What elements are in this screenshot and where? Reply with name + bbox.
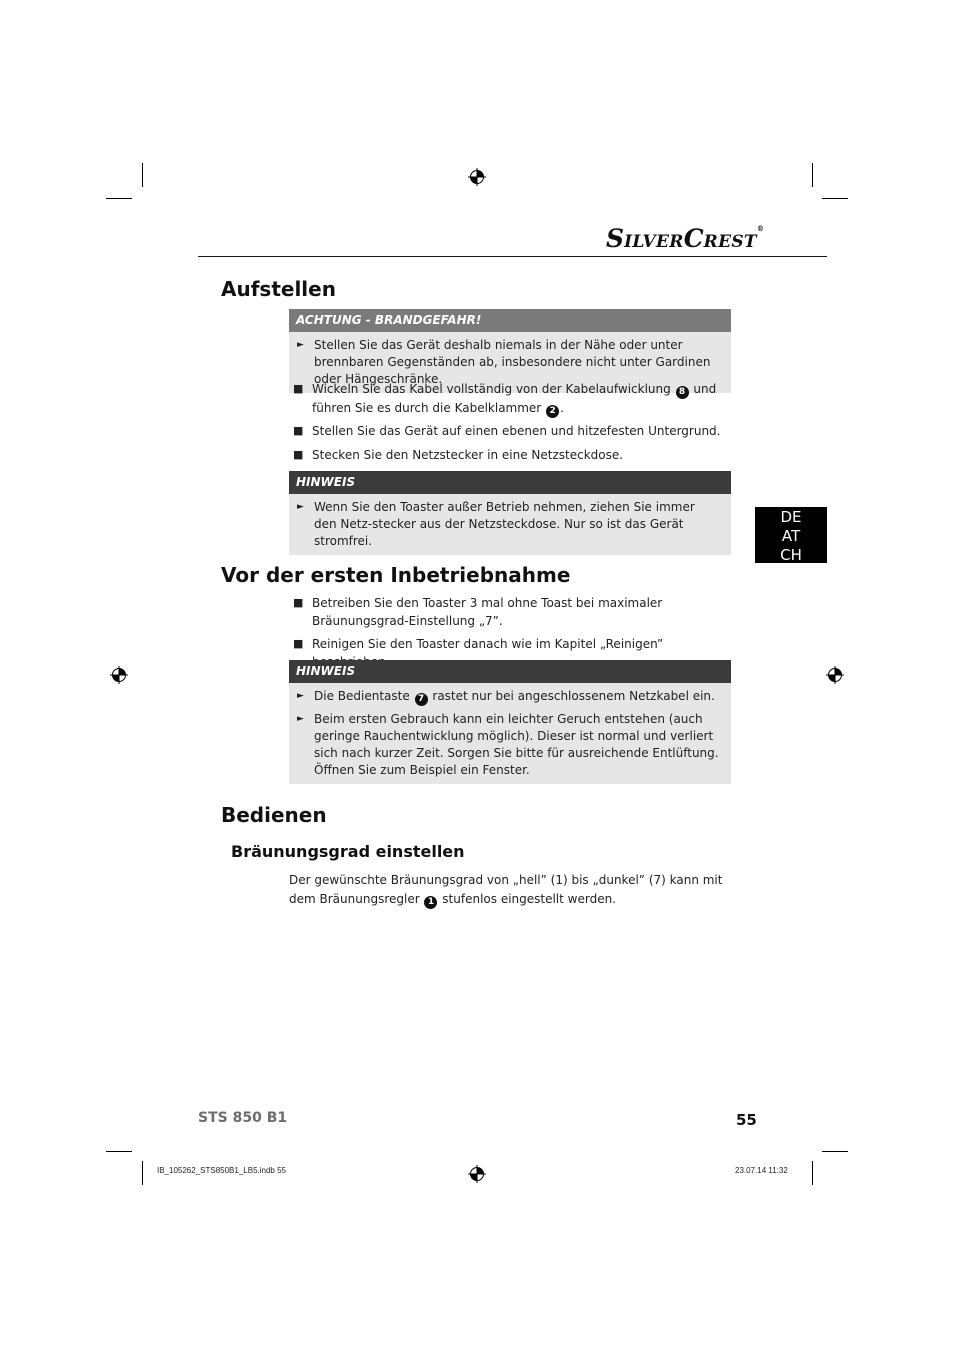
crop-mark: [822, 198, 848, 199]
crop-mark: [822, 1151, 848, 1152]
list-item: [293, 422, 733, 440]
registration-mark-icon: [110, 666, 128, 684]
step-text: Stellen Sie das Gerät auf einen ebenen und hitzefesten Untergrund.: [312, 424, 721, 438]
crop-mark: [142, 163, 143, 187]
square-icon: ■: [293, 382, 304, 395]
crop-mark: [106, 1151, 132, 1152]
part-number-badge: 7: [415, 693, 428, 706]
language-code: CH: [780, 546, 802, 564]
square-icon: ■: [293, 424, 304, 437]
step-text: Betreiben Sie den Toaster 3 mal ohne Toast bei maximaler Bräunungsgrad-Einstellung „7”.: [312, 596, 663, 628]
print-slug-file: IB_105262_STS850B1_LB5.indb 55: [157, 1166, 286, 1175]
note-heading: HINWEIS: [289, 660, 731, 683]
triangle-right-icon: ►: [297, 502, 304, 512]
step-text: Reinigen Sie den Toaster danach wie im Kapitel „Reinigen”: [312, 637, 664, 651]
triangle-right-icon: ►: [297, 714, 304, 724]
language-code: DE: [780, 508, 802, 526]
list-item: ► Wenn Sie den Toaster außer Betrieb nehmen, ziehen Sie immer den Netz-stecker aus der Netzsteckdose. Nur so ist das Gerät stromfrei.: [297, 500, 695, 548]
section-title-bedienen: Bedienen: [221, 803, 327, 827]
registration-mark-icon: [468, 168, 486, 186]
crop-mark: [812, 1161, 813, 1185]
square-icon: ■: [293, 596, 304, 609]
print-slug-date: 23.07.14 11:32: [735, 1166, 788, 1175]
language-code: AT: [781, 527, 801, 545]
step-text: Stecken Sie den Netzstecker in eine Netzsteckdose.: [312, 448, 624, 462]
header-rule: [198, 256, 827, 257]
part-number-badge: 2: [546, 405, 559, 418]
list-item: [293, 594, 733, 630]
registration-mark-icon: [468, 1165, 486, 1183]
section-title-erste-inbetriebnahme: Vor der ersten Inbetriebnahme: [221, 563, 571, 587]
list-item: ► Die Bedientaste 7 rastet nur bei angeschlossenem Netzkabel ein.: [297, 689, 715, 704]
language-tab: [755, 507, 827, 563]
list-item: ► Stellen Sie das Gerät deshalb niemals in der Nähe oder unter brennbaren Gegenständen ab, insbesondere nicht unter Gardinen oder Hängeschränke.: [297, 338, 711, 386]
note-box: [289, 660, 731, 784]
part-number-badge: 1: [424, 896, 437, 909]
step-text: Wickeln Sie das Kabel vollständig von der Kabelaufwicklung 8 und führen Sie es durch die Kabelklammer 2 .: [312, 382, 717, 416]
crop-mark: [106, 198, 132, 199]
note-heading: HINWEIS: [289, 471, 731, 494]
crop-mark: [812, 163, 813, 187]
body-paragraph: Der gewünschte Bräunungsgrad von „hell” (1) bis „dunkel” (7) kann mit dem Bräunungsregler 1 stufenlos eingestellt werden.: [289, 873, 723, 907]
model-number: STS 850 B1: [198, 1110, 288, 1126]
square-icon: ■: [293, 637, 304, 650]
note-box: [289, 471, 731, 555]
list-item: ► Beim ersten Gebrauch kann ein leichter Geruch entstehen (auch geringe Rauchentwicklung möglich). Dieser ist normal und verliert sich nach kurzer Zeit. Sorgen Sie bitte für ausreichende Entlüftung. Öffnen Sie zum Beispiel ein Fenster.: [297, 712, 719, 777]
warning-heading: ACHTUNG - BRANDGEFAHR!: [289, 309, 731, 332]
part-number-badge: 8: [676, 386, 689, 399]
registration-mark-icon: [826, 666, 844, 684]
triangle-right-icon: ►: [297, 340, 304, 350]
brand-logo: SILVERCREST®: [606, 224, 764, 253]
section-title-aufstellen: Aufstellen: [221, 277, 336, 301]
subsection-title: Bräunungsgrad einstellen: [231, 842, 465, 861]
page-number: 55: [736, 1111, 757, 1129]
crop-mark: [142, 1161, 143, 1185]
list-item: [293, 380, 733, 418]
list-item: [293, 446, 733, 464]
square-icon: ■: [293, 448, 304, 461]
triangle-right-icon: ►: [297, 691, 304, 701]
